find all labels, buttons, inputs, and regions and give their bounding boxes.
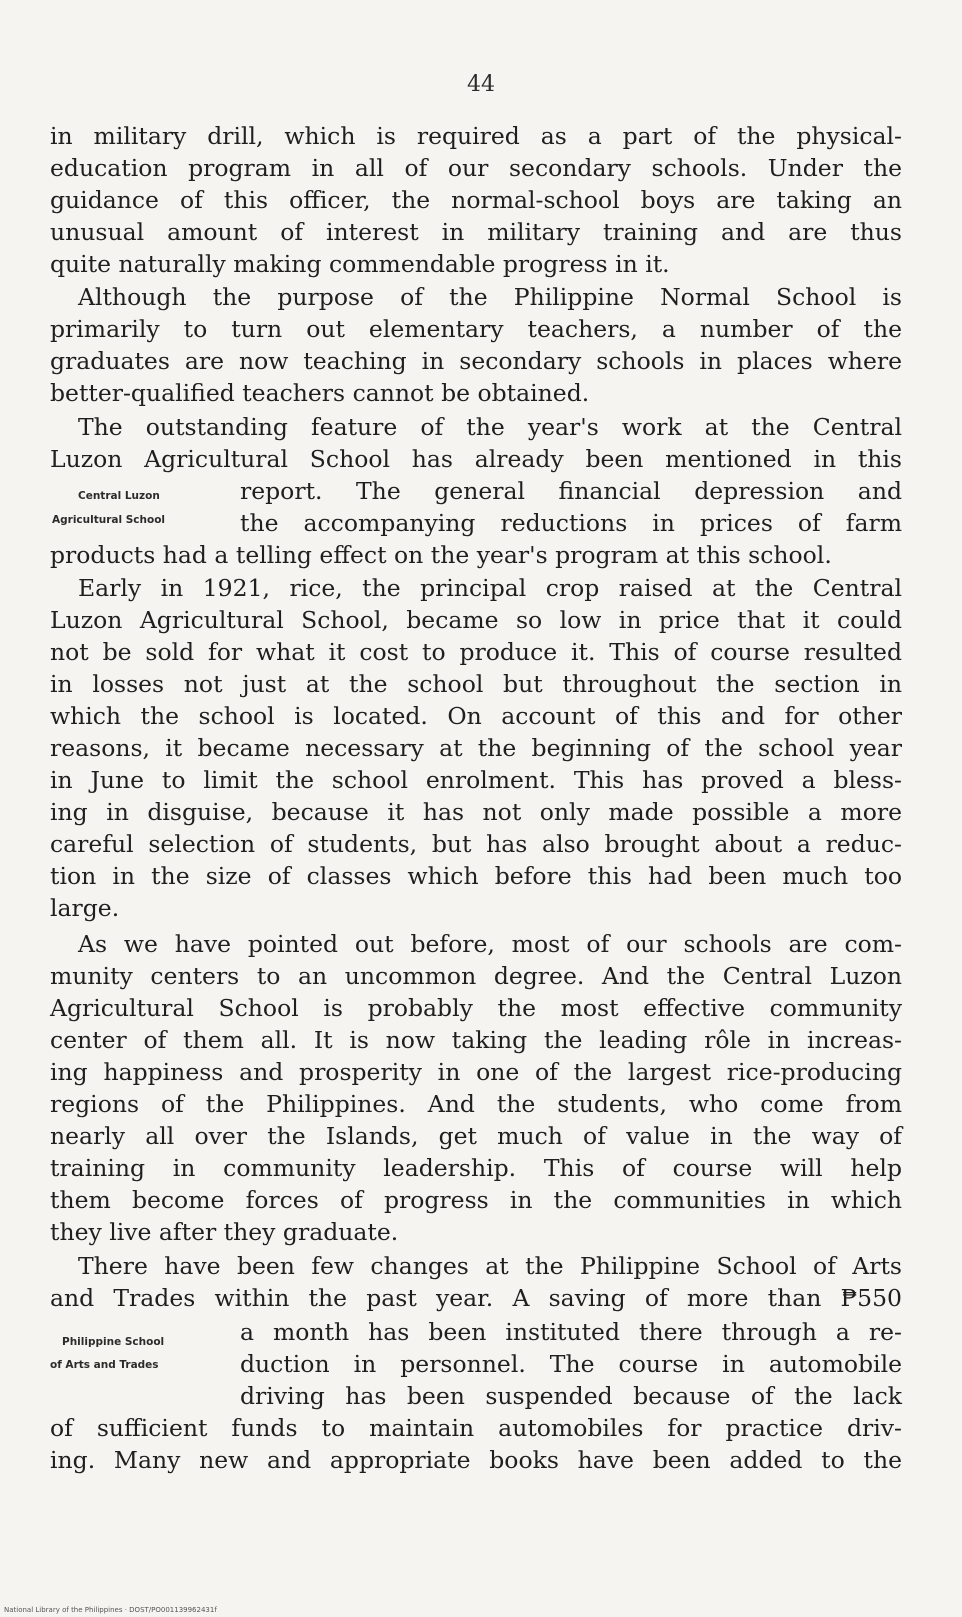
margin-note: Agricultural School <box>52 514 166 526</box>
text-line: nearly all over the Islands, get much of value in the way of <box>50 1122 902 1150</box>
text-line: large. <box>50 894 120 922</box>
page-number: 44 <box>467 72 495 97</box>
text-line: education program in all of our secondary schools. Under the <box>50 154 902 182</box>
text-line: Although the purpose of the Philippine Normal School is <box>78 283 902 311</box>
margin-note: of Arts and Trades <box>50 1359 159 1371</box>
text-line: ing in disguise, because it has not only made possible a more <box>50 798 902 826</box>
text-line: The outstanding feature of the year's work at the Central <box>78 413 902 441</box>
margin-note: Philippine School <box>62 1336 165 1348</box>
text-line: of sufficient funds to maintain automobiles for practice driv- <box>50 1414 902 1442</box>
text-line: Agricultural School is probably the most effective community <box>50 994 902 1022</box>
text-line: Early in 1921, rice, the principal crop raised at the Central <box>78 574 902 602</box>
text-line: graduates are now teaching in secondary schools in places where <box>50 347 902 375</box>
text-line: the accompanying reductions in prices of farm <box>240 509 902 537</box>
text-line: guidance of this officer, the normal-school boys are taking an <box>50 186 902 214</box>
text-line: a month has been instituted there through a re- <box>240 1318 902 1346</box>
text-line: them become forces of progress in the communities in which <box>50 1186 902 1214</box>
text-line: center of them all. It is now taking the leading rôle in increas- <box>50 1026 902 1054</box>
text-line: unusual amount of interest in military training and are thus <box>50 218 902 246</box>
text-line: munity centers to an uncommon degree. And the Central Luzon <box>50 962 902 990</box>
text-line: products had a telling effect on the year's program at this school. <box>50 541 832 569</box>
text-line: primarily to turn out elementary teachers, a number of the <box>50 315 902 343</box>
text-line: training in community leadership. This of course will help <box>50 1154 902 1182</box>
text-line: driving has been suspended because of the lack <box>240 1382 902 1410</box>
text-line: careful selection of students, but has also brought about a reduc- <box>50 830 902 858</box>
text-line: in losses not just at the school but throughout the section in <box>50 670 902 698</box>
text-line: in military drill, which is required as a part of the physical- <box>50 122 902 150</box>
text-line: not be sold for what it cost to produce it. This of course resulted <box>50 638 902 666</box>
text-line: As we have pointed out before, most of our schools are com- <box>78 930 902 958</box>
text-line: Luzon Agricultural School, became so low in price that it could <box>50 606 902 634</box>
text-line: which the school is located. On account of this and for other <box>50 702 902 730</box>
text-line: duction in personnel. The course in automobile <box>240 1350 902 1378</box>
text-line: tion in the size of classes which before this had been much too <box>50 862 902 890</box>
text-line: they live after they graduate. <box>50 1218 399 1246</box>
margin-note: Central Luzon <box>78 490 160 502</box>
footer-credit: National Library of the Philippines · DOST/PO001139962431f <box>4 1606 217 1614</box>
text-line: Luzon Agricultural School has already been mentioned in this <box>50 445 902 473</box>
text-line: report. The general financial depression and <box>240 477 902 505</box>
text-line: and Trades within the past year. A saving of more than ₱550 <box>50 1284 902 1312</box>
text-line: reasons, it became necessary at the beginning of the school year <box>50 734 902 762</box>
text-line: ing. Many new and appropriate books have been added to the <box>50 1446 902 1474</box>
text-line: quite naturally making commendable progress in it. <box>50 250 670 278</box>
text-line: There have been few changes at the Philippine School of Arts <box>78 1252 902 1280</box>
text-line: ing happiness and prosperity in one of the largest rice-producing <box>50 1058 902 1086</box>
text-line: better-qualified teachers cannot be obtained. <box>50 379 590 407</box>
text-line: regions of the Philippines. And the students, who come from <box>50 1090 902 1118</box>
text-line: in June to limit the school enrolment. This has proved a bless- <box>50 766 902 794</box>
